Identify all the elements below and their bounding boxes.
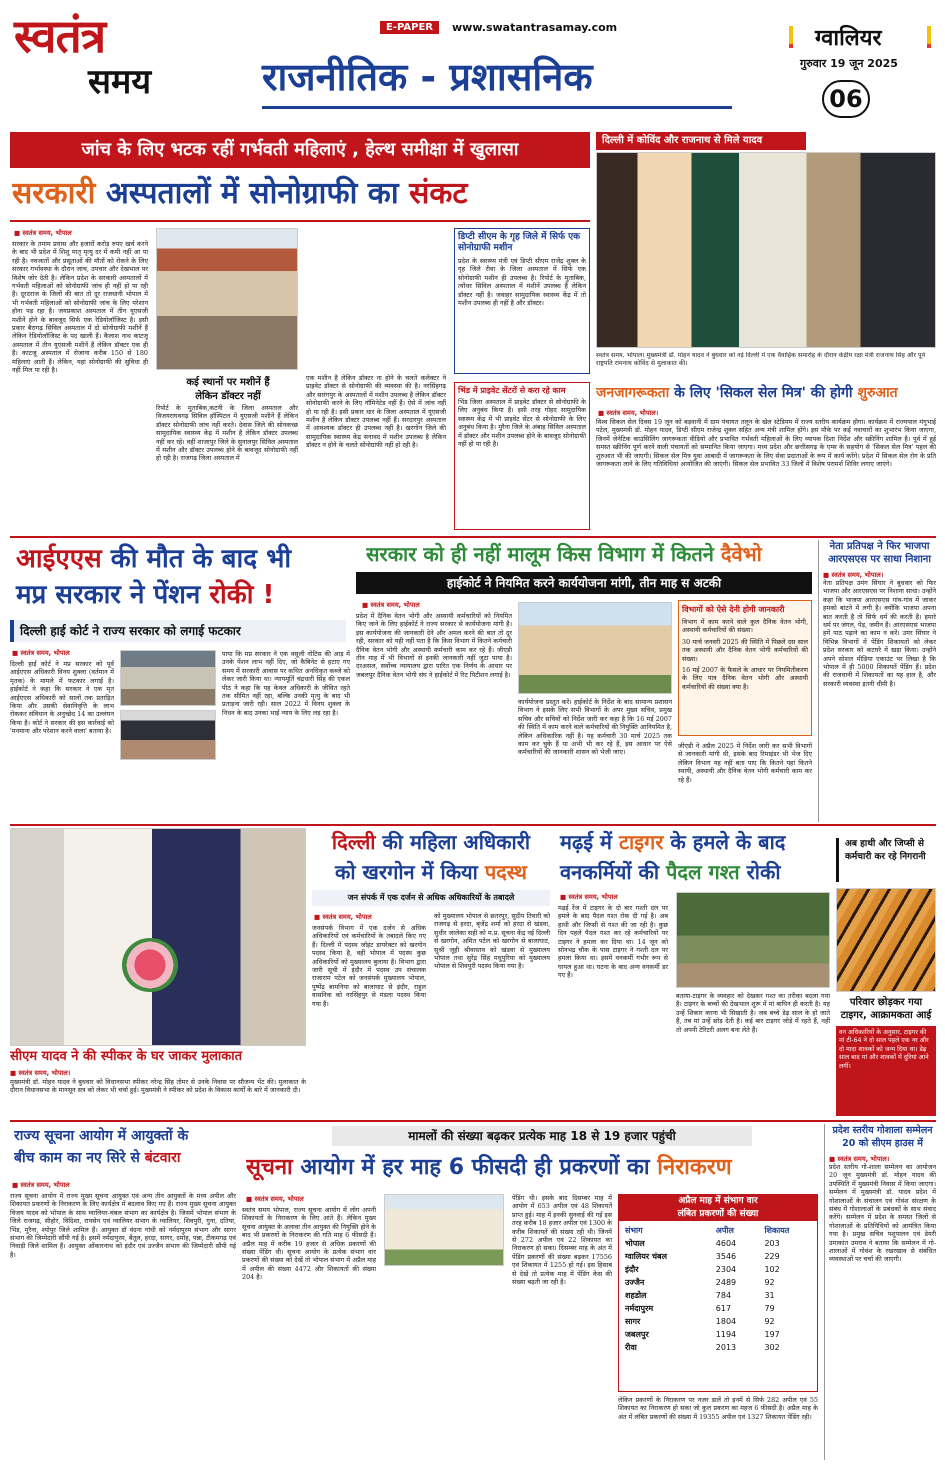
story-daily-wagers xyxy=(356,540,812,822)
story11-col2: पेंडिंग थी। इसके बाद दिसम्बर माह में आयोग में 653 अपील एवं 48 शिकायतें प्राप्त हुई। माह में इनकी सुनवाई की गई इस तरह करीब 18 हजार अपील एवं 1300 के करीब शिकायतें की संख्या रही थी। जिनमें से 272 अपील एवं 22 शिकायत का निराकरण हो सका। दिसम्बर माह के अंत में पेंडिंग प्रकरणों की संख्या बढ़कर 17556 एवं शिकायत में 1255 हो गई। इस हिसाब से देखें तो प्रत्येक माह में पेंडिंग केस की संख्या बढ़ती जा रही है। xyxy=(512,1194,612,1287)
story1-col1: सरकार के तमाम प्रयास और हजारों करोड़ रुपए खर्च करने के बाद भी प्रदेश में शिशु मातृ मृत्यु दर में कमी नहीं आ पा रही है। नवजातों और प्रसूताओं की मौतों को रोकने के लिए सरकार गर्भावस्था के दौरान जांच, उपचार और देखभाल पर विशेष जोर देती है। लेकिन प्रदेश के सरकारी अस्पतालों में गर्भवती महिलाओं को सोनोग्राफी जांच ही नहीं हो पा रही है। दूरदराज के जिलों की बात तो दूर राजधानी भोपाल में भी गर्भवती महिलाओं को सोनोग्राफी जांच के लिए परेशान होना पड़ रहा है। जयप्रकाश अस्पताल में तीन यूएसजी मशीनें होने के बावजूद सिर्फ एक रेडियोलॉजिस्ट है। इसी प्रकार बैरागढ़ सिविल अस्पताल में दो सोनोग्राफी मशीनें हैं लेकिन रेडियोलॉजिस्ट के पद खाली हैं। कैलाश नाथ काटजू अस्पताल में तीन यूएसजी मशीनें हैं लेकिन डॉक्टर एक ही है। काटजू अस्पताल में रोजाना करीब 150 से 180 महिलाएं आती हैं। लेकिन, यहां सोनोग्राफी की सुविधा ही नहीं मिल पा रही है। xyxy=(12,240,148,375)
story8-headline-b: की महिला अधिकारी xyxy=(375,830,531,854)
delhi-high-court-photo xyxy=(120,650,216,706)
table-cell: ग्वालियर चंबल xyxy=(625,1252,668,1261)
story5-headline-b: दैवेभो xyxy=(720,542,762,566)
story12-headline: प्रदेश स्तरीय गोशाला सम्मेलन 20 को सीएम हाउस में xyxy=(832,1125,933,1149)
story-cm-speaker xyxy=(10,828,306,1118)
story11-table xyxy=(619,1224,817,1354)
story5-subhead: हाईकोर्ट ने नियमित करने कार्ययोजना मांगी, तीन माह स अटकी xyxy=(356,572,812,594)
table-cell: 1804 xyxy=(715,1317,737,1326)
table-row xyxy=(619,1276,817,1289)
story8-headline-a: दिल्ली xyxy=(331,830,376,854)
divider-2 xyxy=(10,824,936,826)
story11-byline: ■ स्वतंत्र समय, भोपाल xyxy=(246,1194,304,1203)
story10-headline-b: बीच काम का नए सिरे से xyxy=(14,1150,145,1166)
table-row xyxy=(619,1263,817,1276)
delhi-meeting-photo xyxy=(596,152,936,348)
story4-headline-c: मप्र सरकार ने पेंशन xyxy=(16,580,210,610)
table-cell: रीवा xyxy=(625,1343,637,1352)
city-name: ग्वालियर xyxy=(815,26,882,51)
story9-byline: ■ स्वतंत्र समय, भोपाल xyxy=(560,892,618,901)
story8-headline-d: पदस्थ xyxy=(484,860,527,884)
story1-col3: एक मशीन है लेकिन डॉक्टर ना होने के चलते कलेक्टर ने प्राइवेट डॉक्टर से सोनोग्राफी की व्यवस्था की है। नरसिंहगढ़ और सारंगपुर के अस्पतालों में मशीन उपलब्ध है लेकिन डॉक्टर सोनोग्राफी करने के लिए नॉमिनेटेड नहीं हैं। ऐसे में जांच नहीं हो पा रही है। इसी प्रकार धार के जिला अस्पताल में यूएसजी मशीन है लेकिन डॉक्टर उपलब्ध नहीं हैं। सरदारपुर अस्पताल में आवश्यक डॉक्टर ही उपलब्ध नहीं है। खरगोन जिले की सामुदायिक स्वास्थ्य केंद्र सनावद में मशीन उपलब्ध है लेकिन डॉक्टर न होने के चलते सोनोग्राफी नहीं हो रही है। xyxy=(306,374,446,450)
story9-headline-f: रोकी xyxy=(739,860,781,884)
table-cell: नर्मदापुरम xyxy=(625,1304,654,1313)
story4-col2: पाया कि मप्र सरकार ने एक वसूली नोटिस की आड़ में उनके पेंशन लाभ नहीं दिए, जो कैबिनेट से हटाए गए समय में सरकारी आवास पर कथित अनधिकृत कब्जे को लेकर जारी किया था। न्यायमूर्ति चंद्रधारी सिंह की एकल पीठ ने कहा कि यह केवल अधिकारी के जीवित रहते तक सीमित नहीं रहा, बल्कि उनकी मृत्यु के बाद भी प्रताड़ना जारी रही। साल 2022 में विनय शुक्ला के निधन के बाद उनका भाई न्याय के लिए लड़ रहा है। xyxy=(222,650,350,717)
table-cell: भोपाल xyxy=(625,1239,645,1248)
story11-kicker: मामलों की संख्या बढ़कर प्रत्येक माह 18 से 19 हजार पहुंची xyxy=(332,1126,752,1146)
table-row xyxy=(619,1315,817,1328)
table-cell: 2489 xyxy=(715,1278,737,1287)
story6-headline: नेता प्रतिपक्ष ने फिर भाजपा आरएसएस पर साधा निशाना xyxy=(828,541,931,565)
logo-line1: स्वतंत्र xyxy=(14,9,106,63)
story10-headline-c: बंटवारा xyxy=(144,1150,181,1166)
story-sonography xyxy=(10,132,590,532)
section-title: राजनीतिक - प्रशासनिक xyxy=(262,48,732,109)
story7-headline: सीएम यादव ने की स्पीकर के घर जाकर मुलाकात xyxy=(10,1049,243,1064)
story1-box2-text: भिंड जिला अस्पताल में प्राइवेट डॉक्टर से सोनोग्राफी के लिए अनुबंध किया है। इसी तरह गोहद सामुदायिक स्वास्थ्य केंद्र में भी प्राइवेट सेंटर से सोनोग्राफी के लिए अनुबंध किया है। मुरैना जिले के अंबाह सिविल अस्पताल में डॉक्टर और मशीन उपलब्ध होने के बावजूद सोनोग्राफी नहीं हो पा रही है। xyxy=(458,398,586,449)
story9-headline-e: पैदल गश्त xyxy=(665,860,740,884)
story-transfers xyxy=(312,828,550,1118)
story-ias-pension xyxy=(10,540,350,822)
story1-headline-c: संकट xyxy=(409,176,468,211)
story9-headline-c: के हमले के बाद xyxy=(663,830,786,854)
hospital-photo xyxy=(156,228,298,370)
masthead xyxy=(0,0,945,126)
building-photo xyxy=(518,602,672,694)
story4-subhead: दिल्ली हाई कोर्ट ने राज्य सरकार को लगाई फटकार xyxy=(10,620,346,642)
cm-speaker-photo xyxy=(10,828,306,1046)
story1-rule xyxy=(10,220,590,222)
story1-headline-b: अस्पतालों में सोनोग्राफी का xyxy=(95,176,410,211)
story1-box1-text: प्रदेश के स्वास्थ्य मंत्री एवं डिप्टी सीएम राजेंद्र शुक्ल के गृह जिले रीवा के जिला अस्पताल में सिर्फ एक सोनोग्राफी मशीन ही उपलब्ध है। रिपोर्ट के मुताबिक, त्योंथर सिविल अस्पताल में मशीनें उपलब्ध हैं लेकिन डॉक्टर नहीं है। जवाहर सामुदायिक स्वास्थ्य केंद्र में तो मशीन उपलब्ध ही नहीं है और डॉक्टर। xyxy=(458,257,586,308)
story-lop xyxy=(818,540,936,822)
story7-byline: ■ स्वतंत्र समय, भोपाल। xyxy=(10,1068,70,1077)
table-row xyxy=(619,1250,817,1263)
story3-headline xyxy=(596,382,936,404)
story-rti-disposal xyxy=(242,1124,818,1460)
story4-headline-line2 xyxy=(16,578,350,612)
story4-headline-a: आईएएस xyxy=(16,544,102,574)
table-row xyxy=(619,1289,817,1302)
story11-table-title-b: लंबित प्रकरणों की संख्या xyxy=(619,1208,817,1221)
story-gaushala xyxy=(824,1124,936,1460)
table-cell: 92 xyxy=(764,1278,775,1287)
story5-box-item-1: विभाग में काम करने वाले कुल दैनिक वेतन भोगी, अस्थायी कर्मचारियों की संख्या। xyxy=(682,618,808,635)
story4-headline-d: रोकी ! xyxy=(209,580,275,610)
table-row xyxy=(619,1328,817,1341)
story3-headline-a: जनजागरूकता xyxy=(596,385,670,401)
table-cell: 79 xyxy=(764,1304,775,1313)
story9-headline-b: टाइगर xyxy=(618,830,664,854)
story9-col1: मढ़ई रेंज में टाइगर के दो बार गश्ती दल पर हमले के बाद पैदल गश्त रोक दी गई है। अब हाथी और जिप्सी से गश्त की जा रही है। कुछ दिन पहले पैदल गश्त कर रहे कर्मचारियों पर टाइगर ने हमला कर दिया था। 14 जून को सोनभद्र चौक के पास टाइगर ने गश्ती दल पर हमला किया था। इसमें वनकर्मी गंभीर रूप से घायल हुआ था। घटना के बाद अन्य वनकर्मी डर गए हैं। xyxy=(558,904,668,980)
divider-3 xyxy=(10,1120,936,1122)
table-header-appeal: अपील xyxy=(715,1226,734,1235)
table-cell: उज्जैन xyxy=(625,1278,645,1287)
story5-byline: ■ स्वतंत्र समय, भोपाल xyxy=(362,600,420,609)
story9-sidebox: अब हाथी और जिप्सी से कर्मचारी कर रहे निगरानी xyxy=(836,838,936,882)
color-strip-left xyxy=(789,26,793,48)
story11-table-title-a: अप्रैल माह में संभाग वार xyxy=(619,1195,817,1208)
table-cell: 92 xyxy=(764,1317,775,1326)
epaper-badge: E-PAPER xyxy=(380,21,439,34)
table-row xyxy=(619,1237,817,1250)
story5-col2: कार्ययोजना प्रस्तुत करें। हाईकोर्ट के निर्देश के बाद सामान्य प्रशासन विभाग ने इसके लिए सभी विभागों के अपर मुख्य सचिव, प्रमुख सचिव और सचिवों को निर्देश जारी कर कहा है कि 16 मई 2007 की स्थिति में काम करने वाले कर्मचारियों की नियुक्ति आनियमित है, लेकिन अधिकारिक नहीं है। यह कर्मचारी 30 मार्च 2025 तक काम कर चुके हैं या अभी भी कर रहे हैं, इस आधार पर ऐसे कर्मचारियों की जानकारी शासन को भेजी जाए। xyxy=(518,698,672,757)
story3-text: विश्व सिकल सेल दिवस 19 जून को बड़वानी में ग्राम पंचायत तलून के खेल स्टेडियम में राज्य स्तरीय कार्यक्रम होगा। कार्यक्रम में राज्यपाल मंगुभाई पटेल, मुख्यमंत्री डॉ. मोहन यादव, डिप्टी सीएम राजेन्द्र शुक्ल सहित अन्य मंत्री शामिल होंगे। इस मौके पर कई नवाचारों का शुभारंभ किया जाएगा, जिनमें जेनेटिक काउंसिलिंग जागरूकता वीडियो और प्रभावित गर्भवती महिलाओं के लिए व्यापक दिशा निर्देश और स्क्रीनिंग शामिल है। पूर्व में हुई समस्त स्क्रीनिंग पूर्ण करने वाली पंचायतों को सम्मानित किया जाएगा। मध्य प्रदेश और छत्तीसगढ़ के एम्स के सहयोग से 'सिकल सेल मित्र' पहल की शुरुआत भी की जाएगी। सिकल सेल मित्र युवा आबादी में जागरूकता के लिए सेवा प्रदाताओं के रूप में कार्य करेंगे। प्रदेश में सिकल सेल रोग के प्रति जागरूकता लाने के लिए गतिविधियां आयोजित की जाएंगी। सिकल सेल प्रभावित 33 जिलों में विशेष परामर्श शिविर लगाए जाएंगे। xyxy=(596,418,936,469)
story1-photo-caption-a: कई स्थानों पर मशीनें हैं xyxy=(186,377,270,388)
table-row xyxy=(619,1341,817,1354)
story2-caption: स्वतंत्र समय, भोपाल। मुख्यमंत्री डॉ. मोहन यादव ने बुधवार को नई दिल्ली में एक वैवाहिक समारोह के दौरान केंद्रीय रक्षा मंत्री राजनाथ सिंह और पूर्व राष्ट्रपति रामनाथ कोविंद से मुलाकात की। xyxy=(596,352,926,368)
table-cell: इंदौर xyxy=(625,1265,639,1274)
story3-headline-b: के लिए 'सिकल सेल मित्र' की होगी xyxy=(669,385,858,401)
table-header-row xyxy=(619,1224,817,1237)
table-cell: 302 xyxy=(764,1343,780,1352)
story5-col3: जीएडी ने अप्रैल 2025 में निर्देश जारी कर सभी विभागों से जानकारी मांगी थी, इसके बाद रिमाइंडर भी भेज दिए लेकिन विभाग यह नहीं बता पाए कि कितने यहां कितने स्थायी, अस्थायी और दैनिक वेतन भोगी कर्मचारी काम कर रहे हैं। xyxy=(678,742,812,784)
story1-col2: रिपोर्ट के मुताबिक,कटनी के जिला अस्पताल और विजयराघवगढ़ सिविल हॉस्पिटल में यूएसजी मशीनें हैं लेकिन डॉक्टर सोनोग्राफी जांच नहीं करते। देवास जिले की सोनकच्छ सामुदायिक स्वास्थ्य केंद्र में मशीन है लेकिन डॉक्टर उपलब्ध नहीं कर रहे। वहीं शाजापुर जिले के सुनालपुर सिविल अस्पताल में मशीन और डॉक्टर उपलब्ध होने के बावजूद सोनोग्राफी नहीं हो रही है। राजगढ़ जिला अस्पताल में xyxy=(156,404,298,463)
story8-byline: ■ स्वतंत्र समय, भोपाल xyxy=(314,912,372,921)
story4-headline-line1 xyxy=(16,542,350,576)
story4-col1: दिल्ली हाई कोर्ट ने मप्र सरकार को पूर्व आईएएस अधिकारी विनय शुक्ला (वर्तमान में मृतक) के मामले में फटकार लगाई है। हाईकोर्ट ने कहा कि सरकार ने एक मृत आईएएस अधिकारी को सालों तक प्रताड़ित किया और उसकी सेवानिवृत्ति के लाभ रोककर संविधान के अनुच्छेद 14 का उल्लंघन किया है। कोर्ट ने सरकार की इस कार्रवाई को 'मनमाना और परेशान करने वाला' बताया है। xyxy=(10,660,114,736)
story11-col3: लेकिन प्रकरणों के निराकरण पर नजर डालें तो इनमें से सिर्फ 282 अपील एवं 55 शिकायत का निराकरण हो सका जो कुल प्रकरण का महज 6 फीसदी है। अप्रैल माह के अंत में लंबित प्रकरणों की संख्या में 19355 अपील एवं 1327 शिकायत पेंडिंग रही। xyxy=(618,1396,818,1421)
table-cell: 2013 xyxy=(715,1343,737,1352)
story-commission-split xyxy=(10,1124,236,1460)
table-cell: 31 xyxy=(764,1291,775,1300)
color-strip-right xyxy=(927,26,931,48)
story8-subhead: जन संपर्क में एक दर्जन से अधिक अधिकारियों के तबादले xyxy=(312,890,550,906)
story9-photo-caption-text: वन अधिकारियों के अनुसार, टाइगर की मां टी-64 ने दो साल पहले एक नर और दो मादा शावकों को जन्म दिया था। डेढ़ साल बाद मां और शावकों में दूरियां आने लगीं। xyxy=(836,1026,936,1116)
story11-headline xyxy=(246,1152,818,1184)
table-row xyxy=(619,1302,817,1315)
story1-headline-a: सरकारी xyxy=(12,176,96,211)
story5-headline xyxy=(366,540,812,568)
story5-box-item-2: 30 मार्च जनवरी 2025 की स्थिति में पिछले दस साल तक अस्थायी और दैनिक वेतन भोगी कर्मचारियों की संख्या। xyxy=(682,637,808,663)
table-cell: जबलपुर xyxy=(625,1330,649,1339)
logo-line2: समय xyxy=(88,62,152,102)
table-cell: सागर xyxy=(625,1317,641,1326)
info-bhawan-photo xyxy=(384,1194,504,1266)
table-cell: 617 xyxy=(715,1304,732,1313)
table-cell: 197 xyxy=(764,1330,780,1339)
table-cell: शहडोल xyxy=(625,1291,647,1300)
story6-text: नेता प्रतिपक्ष उमंग सिंघार ने बुधवार को फिर भाजपा और आरएसएस पर निशाना साधा। उन्होंने कहा कि भाजपा आरएसएस गांव-गांव में जाकर हमको बांटने में लगी है। क्योंकि भाजपा अपना बात करती है तो सिर्फ धर्म की करती है। हमारे धर्म पर जंगल, पेड़, जमीन हैं। आरएसएस भाजपा हमें पाठ पढ़ाने का काम न करें। उमर सिंघार ने विभिन्न विभागों में पेंडिंग शिकायतों को लेकर प्रदेश सरकार को कटघरे में खड़ा किया। उन्होंने अपने सोशल मीडिया एकाउंट पर लिखा है कि भोपाल में ही 5000 शिकायतें पेंडिंग हैं। प्रदेश की राजधानी में शिकायतों का यह हाल है, और सरकारी व्यवस्था इतनी धीमी है। xyxy=(823,579,936,688)
official-portrait-photo xyxy=(120,710,216,760)
story9-headline-line1 xyxy=(560,828,830,856)
story1-box2 xyxy=(454,382,590,530)
story1-box1-title: डिप्टी सीएम के गृह जिले में सिर्फ एक सोनोग्राफी मशीन xyxy=(458,232,581,253)
story4-headline-b: की मौत के बाद भी xyxy=(101,544,292,574)
story-sickle-cell xyxy=(596,382,936,534)
story5-headline-a: सरकार को ही नहीं मालूम किस विभाग में कितने xyxy=(366,542,721,566)
story9-headline-a: मढ़ई में xyxy=(560,830,619,854)
table-header-complaint: शिकायत xyxy=(764,1226,790,1235)
forest-jeep-photo xyxy=(676,892,830,988)
story8-headline-line2 xyxy=(312,858,550,886)
table-cell: 3546 xyxy=(715,1252,737,1261)
tiger-photo xyxy=(836,888,936,992)
table-cell: 4604 xyxy=(715,1239,737,1248)
story1-byline: ■ स्वतंत्र समय, भोपाल xyxy=(14,228,72,237)
table-header-division: संभाग xyxy=(625,1226,643,1235)
story-tiger xyxy=(556,828,936,1118)
story8-headline-line1 xyxy=(312,828,550,856)
divider-1 xyxy=(10,536,936,538)
story8-col1: जनसंपर्क विभाग में एक दर्जन से अधिक अधिकारियों एवं कर्मचारियों के तबादले किए गए हैं। दिल्ली में पदस्थ जॉइंट डायरेक्टर को खरगोन पदस्थ किया है, वहीं भोपाल में पदस्थ कुछ अधिकारियों को मुख्यालय बुलाया है। विभाग द्वारा जारी सूची में इंदौर में पदस्थ उप संचालक राजाराम पटेल को जनसंपर्क मुख्यालय भोपाल, पुष्पेंद्र बामनिया को बालाघाट से इंदौर, राहुल वासनिक को नरसिंहपुर से मंडला पदस्थ किया गया है। xyxy=(312,924,426,1008)
story6-byline: ■ स्वतंत्र समय, भोपाल। xyxy=(823,570,936,579)
story11-table-box xyxy=(618,1194,818,1392)
story1-headline xyxy=(12,174,590,214)
story10-byline: ■ स्वतंत्र समय, भोपाल xyxy=(12,1180,70,1189)
story2-kicker: दिल्ली में कोविंद और राजनाथ से मिले यादव xyxy=(596,132,806,150)
website-link[interactable]: www.swatantrasamay.com xyxy=(452,21,618,34)
story5-box-title: विभागों को ऐसे देनी होगी जानकारी xyxy=(682,605,785,614)
story10-headline-a: राज्य सूचना आयोग में आयुक्तों के xyxy=(14,1128,189,1144)
story10-headline-line2 xyxy=(14,1148,236,1168)
story1-kicker: जांच के लिए भटक रहीं गर्भवती महिलाएं , हेल्थ समीक्षा में खुलासा xyxy=(10,132,590,168)
story11-headline-c: निराकरण xyxy=(657,1155,732,1180)
story8-headline-c: को खरगोन में किया xyxy=(335,860,485,884)
story12-text: प्रदेश स्तरीय गो-शाला सम्मेलन का आयोजन 20 जून मुख्यमंत्री डॉ. मोहन यादव की उपस्थिति में मुख्यमंत्री निवास में किया जाएगा। सम्मेलन में मुख्यमंत्री डॉ. यादव प्रदेश में गोशालाओं के संचालन एवं गोवंश संरक्षण के संबंध में गोशालाओं के प्रबंधकों के साथ संवाद करेंगे। सम्मेलन में प्रदेश के समस्त जिलों से गोशालाओं के प्रतिनिधियों को आमंत्रित किया गया है। प्रमुख सचिव पशुपालन एवं डेयरी उमाकांत उमराव ने बताया कि सम्मेलन में गो-शालाओं में गोवंश के रखरखाव से संबंधित व्यवस्थाओं पर चर्चा की जाएगी। xyxy=(829,1163,936,1264)
story8-col2: को मुख्यालय भोपाल से छतरपुर, सुदीप तिवारी को राजगढ़ से हरदा, बृजेंद्र शर्मा को हरदा से खंडवा, सुधीर जालेका सही को म.प्र. सूचना केंद्र नई दिल्ली से खरगोन, अमित पटेल को खरगोन से बालाघाट, सुश्री जूही श्रीवास्तव को खंडवा से मुख्यालय भोपाल तथा सुरेंद्र सिंह मधुपुरिया को मुख्यालय भोपाल से शिवपुरी पदस्थ किया गया है। xyxy=(434,912,550,971)
story3-headline-c: शुरुआत xyxy=(857,385,898,401)
table-cell: 229 xyxy=(764,1252,780,1261)
story-kovind-rajnath xyxy=(596,132,936,378)
story5-info-box xyxy=(678,600,812,736)
table-cell: 102 xyxy=(764,1265,780,1274)
issue-date: गुरुवार 19 जून 2025 xyxy=(800,57,898,70)
story11-col1: स्वतंत्र समय भोपाल, राज्य सूचना आयोग में लोग अपनी शिकायतों के निराकरण के लिए आते हैं। लेकिन मुख्य सूचना आयुक्त के अलावा तीन आयुक्त की नियुक्ति होने के बाद भी प्रकरणों के निराकरण की गति माह 6 फीसदी है। अप्रैल माह में करीब 19 हजार से अधिक प्रकरणों की संख्या पेंडिंग थी। सूचना आयोग के प्रत्येक संभाग वार प्रकरणों की संख्या को देखें तो भोपाल संभाग में अप्रैल माह में अपील की संख्या 4472 और शिकायतों की संख्या 204 है। xyxy=(242,1206,376,1282)
story9-photo-caption: परिवार छोड़कर गया टाइगर, आक्रामकता आई xyxy=(840,997,932,1021)
table-cell: 203 xyxy=(764,1239,780,1248)
page-number: 06 xyxy=(822,80,870,118)
story11-headline-a: सूचना xyxy=(246,1155,293,1180)
story9-col2: बताया-टाइगर के व्यवहार को देखकर गश्त का तरीका बदला गया है। टाइगर के बच्चों की देखभाल शुरू में मां बाघिन ही करती है। यह उन्हें शिकार करना भी सिखाती है। जब बच्चे डेढ़ साल के हो जाते हैं, तब मां उन्हें छोड़ देती है। कई बार टाइगर जोड़े में रहते हैं, नहीं तो अपनी टेरिटरी अलग बना लेते हैं। xyxy=(676,992,830,1034)
story12-byline: ■ स्वतंत्र समय, भोपाल। xyxy=(829,1154,936,1163)
story5-box-item-3: 16 मई 2007 के फैसले के आधार पर नियमितीकरण के लिए पात्र दैनिक वेतन भोगी और अस्थायी कर्मचारियों की संख्या क्या है। xyxy=(682,666,808,691)
table-cell: 1194 xyxy=(715,1330,737,1339)
logo xyxy=(14,10,174,120)
story1-photo-caption-b: लेकिन डॉक्टर नहीं xyxy=(195,391,261,402)
story4-byline: ■ स्वतंत्र समय, भोपाल xyxy=(12,648,70,657)
story11-headline-b: आयोग में हर माह 6 फीसदी ही प्रकरणों का xyxy=(292,1155,658,1180)
story9-headline-line2 xyxy=(560,858,830,886)
table-cell: 784 xyxy=(715,1291,732,1300)
bouquet-mark xyxy=(122,938,178,992)
story1-box1 xyxy=(454,228,590,374)
story1-box2-title: भिंड में प्राइवेट सेंटरों से करा रहे काम xyxy=(458,386,566,395)
story5-col1: प्रदेश में दैनिक वेतन भोगी और अस्थायी कर्मचारियों को नियमित किए जाने के लिए हाईकोर्ट ने राज्य सरकार से कार्ययोजना मांगी है। इस कार्ययोजना की जानकारी देने और अमल करने की बात तो दूर रही, सरकार को यही नहीं पता है कि किस विभाग में कितने कर्मचारी दैनिक वेतन भोगी और अस्थायी कर्मचारी काम कर रहे हैं। जीएडी तीन माह में भी विभागों से इनकी जानकारी नहीं जुटा पाया है। दरअसल, सर्वोच्च न्यायालय द्वारा पारित एक निर्णय के आधार पर जबलपुर दैनिक वेतन भोगी संघ ने हाईकोर्ट में रिट पिटीशन लगाई है। xyxy=(356,612,512,679)
story3-byline: ■ स्वतंत्र समय, भोपाल। xyxy=(598,408,658,417)
story10-text: राज्य सूचना आयोग में राज्य मुख्य सूचना आयुक्त एवं अन्य तीन आयुक्तों के मध्य अपील और शिकायत प्रकरणों के निराकरण के लिए कार्यक्षेत्र में बदलाव किए गए हैं। राज्य मुख्य सूचना आयुक्त विजय यादव को भोपाल के साथ ग्वालियर-चंबल संभाग का कार्यक्षेत्र है। जिसमें भोपाल संभाग के जिले राजगढ़, सीहोर, विदिशा, रायसेन एवं ग्वालियर संभाग के ग्वालियर, शिवपुरी, गुना, दतिया, भिंड, मुरैना, श्योपुर जिले शामिल हैं। आयुक्त डॉ वंदना गांधी को नर्मदापुरम संभाग और सागर संभाग की जिम्मेदारी सौंपी गई है। इसमें नर्मदापुरम, बैतूल, हरदा, सागर, दमोह, पन्ना, टीकमगढ़ एवं निवाड़ी जिले शामिल हैं। आयुक्त ओंकारनाथ को इंदौर एवं उज्जैन संभाग की जिम्मेदारी सौंपी गई है। xyxy=(10,1192,236,1259)
table-cell: 2304 xyxy=(715,1265,737,1274)
story7-text: मुख्यमंत्री डॉ. मोहन यादव ने बुधवार को विधानसभा स्पीकर नरेन्द्र सिंह तोमर से उनके निवास पर सौजन्य भेंट की। मुलाकात के दौरान विधानसभा के मानसून सत्र को लेकर भी चर्चा हुई। मुख्यमंत्री ने स्पीकर को प्रदेश के विकास कार्यों के बारे में जानकारी दी। xyxy=(10,1078,306,1095)
story9-headline-d: वनकर्मियों की xyxy=(560,860,666,884)
